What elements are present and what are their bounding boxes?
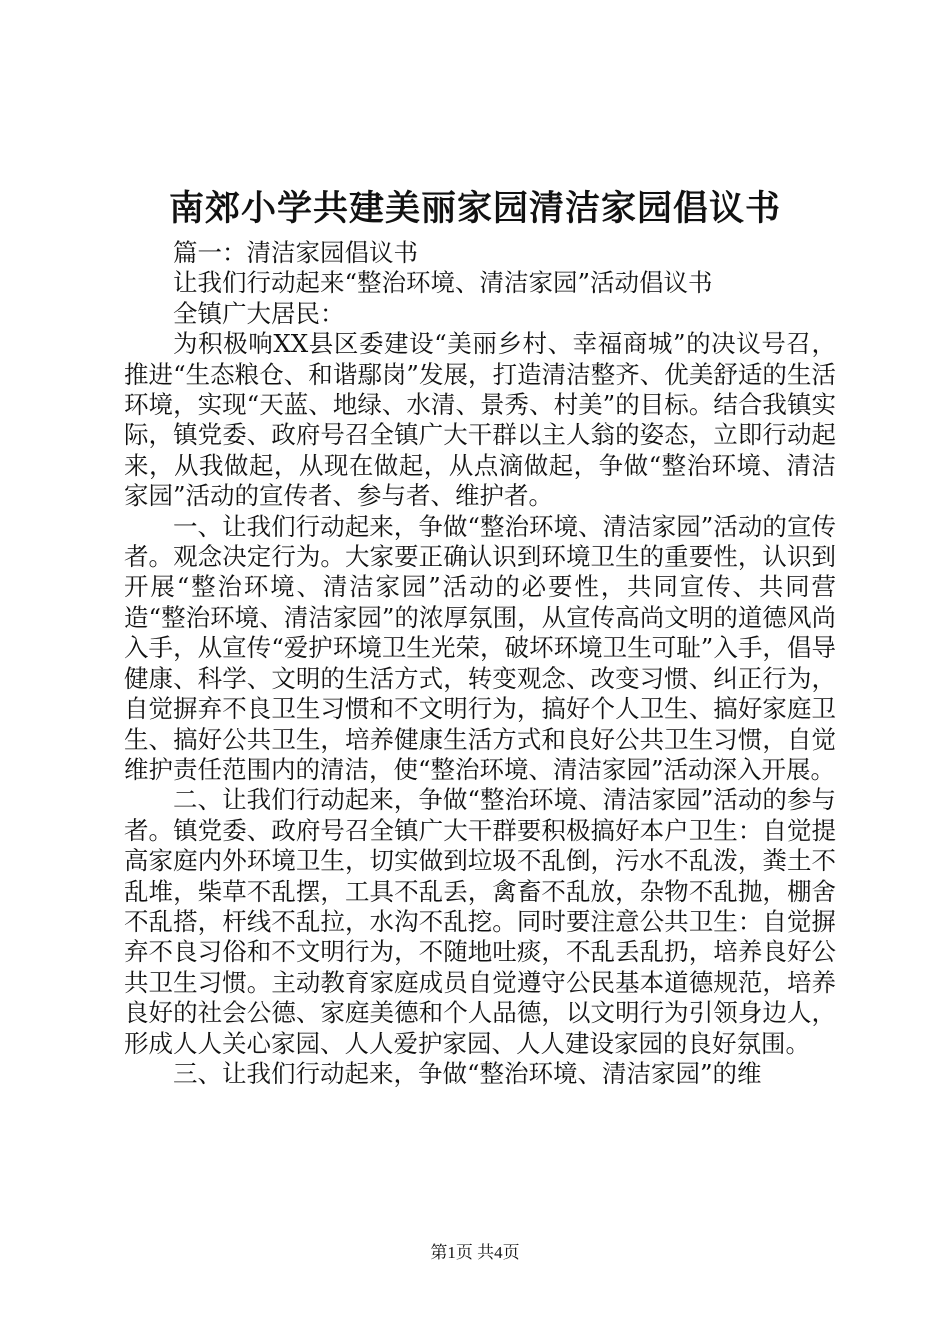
paragraph-point-one: 一、让我们行动起来，争做“整治环境、清洁家园”活动的宣传者。观念决定行为。大家要正确认识到环境卫生的重要性，认识到开展“整治环境、清洁家园”活动的必要性，共同宣传、共同营造“整治环境、清洁家园”的浓厚氛围，从宣传高尚文明的道德风尚入手，从宣传“爱护环境卫生光荣，破坏环境卫生可耻”入手，倡导健康、科学、文明的生活方式，转变观念、改变习惯、纠正行为，自觉摒弃不良卫生习惯和不文明行为，搞好个人卫生、搞好家庭卫生、搞好公共卫生，培养健康生活方式和良好公共卫生习惯，自觉维护责任范围内的清洁，使“整治环境、清洁家园”活动深入开展。 [124,511,836,784]
document-title: 南郊小学共建美丽家园清洁家园倡议书 [168,189,781,229]
paragraph-point-two: 二、让我们行动起来，争做“整治环境、清洁家园”活动的参与者。镇党委、政府号召全镇广大干群要积极搞好本户卫生：自觉提高家庭内外环境卫生，切实做到垃圾不乱倒，污水不乱泼，粪土不乱堆，柴草不乱摆，工具不乱丢，禽畜不乱放，杂物不乱抛，棚舍不乱搭，杆线不乱拉，水沟不乱挖。同时要注意公共卫生：自觉摒弃不良习俗和不文明行为，不随地吐痰，不乱丢乱扔，培养良好公共卫生习惯。主动教育家庭成员自觉遵守公民基本道德规范，培养良好的社会公德、家庭美德和个人品德，以文明行为引领身边人，形成人人关心家园、人人爱护家园、人人建设家园的良好氛围。 [124,785,836,1058]
paragraph-intro: 为积极响XX县区委建设“美丽乡村、幸福商城”的决议号召，推进“生态粮仓、和谐鄢岗”发展，打造清洁整齐、优美舒适的生活环境，实现“天蓝、地绿、水清、景秀、村美”的目标。结合我镇实际，镇党委、政府号召全镇广大干群以主人翁的姿态，立即行动起来，从我做起，从现在做起，从点滴做起，争做“整治环境、清洁家园”活动的宣传者、参与者、维护者。 [124,329,836,511]
paragraph-salutation: 全镇广大居民： [173,298,345,328]
document-body [124,238,836,1089]
paragraph-section-heading: 篇一：清洁家园倡议书 [173,238,418,267]
paragraph-subtitle: 让我们行动起来“整治环境、清洁家园”活动倡议书 [173,268,713,298]
paragraph-point-three: 三、让我们行动起来，争做“整治环境、清洁家园”的维 [173,1058,762,1088]
page-number-footer: 第1页 共4页 [430,1243,520,1262]
